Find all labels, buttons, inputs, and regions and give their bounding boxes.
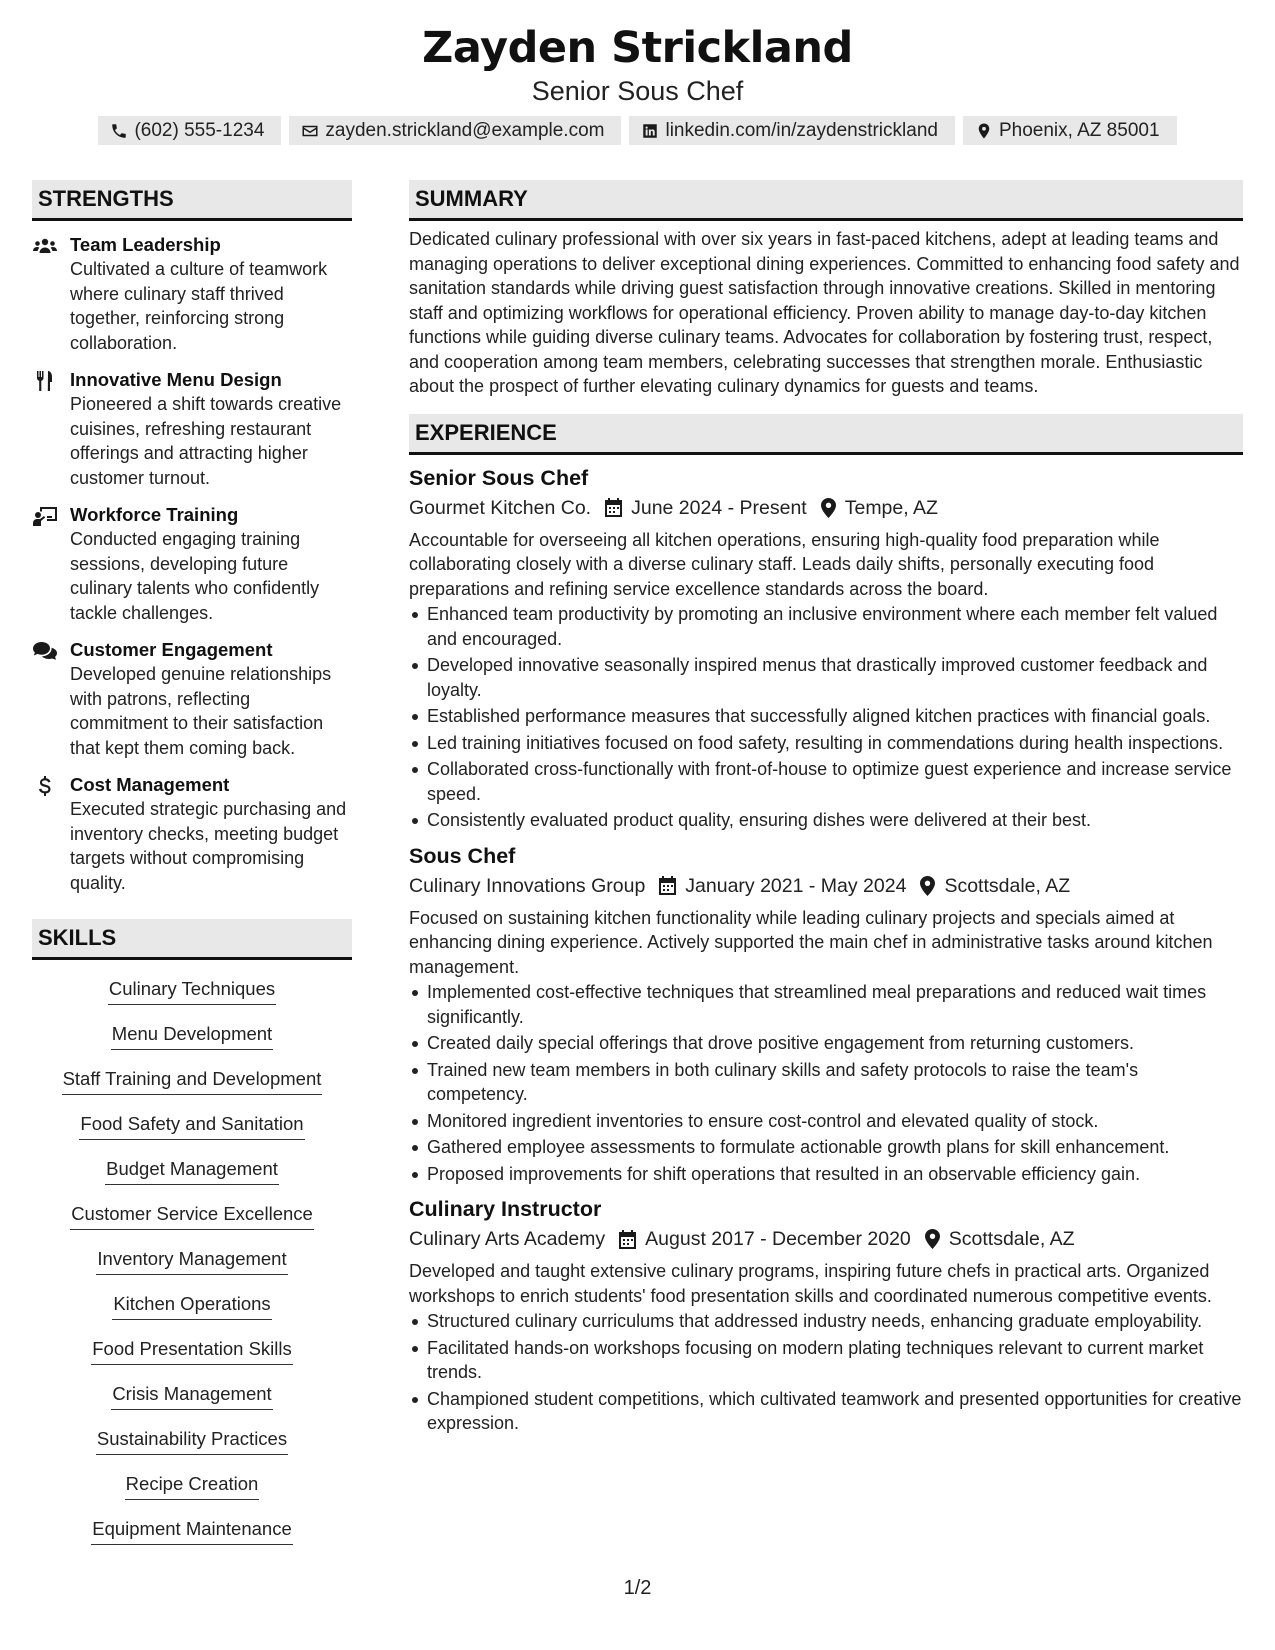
- bullet-item: Developed innovative seasonally inspired menus that drastically improved customer feedback and loyalty.: [409, 653, 1243, 702]
- job-description: Focused on sustaining kitchen functionality while leading culinary projects and specials aimed at enhancing dining experience. Actively supported the main chef in administrative tasks around kitchen management.: [409, 907, 1213, 977]
- bullet-item: Structured culinary curriculums that addressed industry needs, enhancing graduate employability.: [409, 1309, 1243, 1334]
- left-column: [32, 180, 352, 1562]
- skill-item: [32, 1157, 352, 1187]
- phone-icon: [110, 122, 128, 140]
- job-company: Culinary Innovations Group: [409, 874, 646, 897]
- job-dates: August 2017 - December 2020: [645, 1228, 911, 1250]
- skill-label: Staff Training and Development: [62, 1067, 323, 1095]
- right-column: [409, 180, 1243, 1438]
- skill-item: [32, 1472, 352, 1502]
- strengths-list: [32, 233, 352, 895]
- job-company: Culinary Arts Academy: [409, 1228, 606, 1250]
- job-company: Gourmet Kitchen Co.: [409, 496, 592, 519]
- contact-location-text: Phoenix, AZ 85001: [998, 120, 1160, 141]
- strengths-heading: STRENGTHS: [32, 180, 352, 221]
- resume-header: [0, 22, 1275, 145]
- strength-item: [32, 773, 352, 895]
- strength-item: [32, 368, 352, 490]
- skill-item: [32, 1067, 352, 1097]
- strength-item: [32, 638, 352, 760]
- job-location: Scottsdale, AZ: [944, 874, 1071, 897]
- summary-heading: SUMMARY: [409, 180, 1243, 221]
- strength-desc: Executed strategic purchasing and inventory checks, meeting budget targets without compromising quality.: [70, 799, 347, 893]
- skill-item: [32, 1112, 352, 1142]
- contact-email[interactable]: [289, 116, 621, 145]
- job-meta: [409, 1225, 1243, 1253]
- job-title: Sous Chef: [409, 843, 516, 868]
- map-pin-icon: [920, 876, 935, 896]
- linkedin-icon: [641, 122, 659, 140]
- skill-label: Menu Development: [111, 1022, 273, 1050]
- skill-label: Customer Service Excellence: [70, 1202, 314, 1230]
- skill-label: Sustainability Practices: [96, 1427, 288, 1455]
- strength-desc: Developed genuine relationships with patrons, reflecting commitment to their satisfaction that kept them coming back.: [70, 664, 332, 758]
- users-icon: [32, 236, 58, 256]
- bullet-item: Implemented cost-effective techniques that streamlined meal preparations and reduced wait times significantly.: [409, 980, 1243, 1029]
- skill-item: [32, 1247, 352, 1277]
- strength-item: [32, 233, 352, 355]
- skill-label: Food Safety and Sanitation: [79, 1112, 304, 1140]
- skill-item: [32, 1517, 352, 1547]
- bullet-item: Created daily special offerings that drove positive engagement from returning customers.: [409, 1031, 1243, 1056]
- contact-bar: [0, 116, 1275, 145]
- strength-desc: Conducted engaging training sessions, developing future culinary talents who confidently tackle challenges.: [70, 529, 320, 623]
- skill-label: Budget Management: [105, 1157, 279, 1185]
- dollar-icon: [32, 776, 58, 796]
- job-description: Developed and taught extensive culinary programs, inspiring future chefs in practical arts. Organized workshops to enrich students' food presentation skills and coordinated numerous competitive events.: [409, 1261, 1212, 1306]
- bullet-item: Trained new team members in both culinary skills and safety protocols to raise the team's competency.: [409, 1058, 1243, 1107]
- contact-linkedin-text: linkedin.com/in/zaydenstrickland: [665, 120, 938, 141]
- skill-label: Inventory Management: [96, 1247, 287, 1275]
- experience-heading: EXPERIENCE: [409, 414, 1243, 455]
- map-pin-icon: [975, 122, 993, 140]
- calendar-icon: [605, 498, 622, 517]
- job-description: Accountable for overseeing all kitchen operations, ensuring high-quality food preparation while collaborating closely with a diverse culinary staff. Leads daily shifts, personally executing food preparations and refining service excellence standards across the board.: [409, 529, 1160, 599]
- bullet-item: Collaborated cross-functionally with front-of-house to optimize guest experience and increase service speed.: [409, 757, 1243, 806]
- skill-item: [32, 1337, 352, 1367]
- job-meta: [409, 872, 1243, 900]
- contact-phone-text: (602) 555-1234: [134, 120, 265, 141]
- job-location: Scottsdale, AZ: [948, 1228, 1075, 1250]
- skills-list: [32, 977, 352, 1547]
- job-title: Culinary Instructor: [409, 1197, 602, 1221]
- skill-item: [32, 1382, 352, 1412]
- bullet-item: Monitored ingredient inventories to ensure cost-control and elevated quality of stock.: [409, 1109, 1243, 1134]
- skill-item: [32, 1202, 352, 1232]
- job-entry: [409, 464, 1243, 833]
- job-dates: June 2024 - Present: [631, 496, 807, 519]
- job-dates: January 2021 - May 2024: [685, 874, 907, 897]
- strength-name: Innovative Menu Design: [70, 369, 282, 390]
- skills-heading: SKILLS: [32, 919, 352, 960]
- skill-label: Equipment Maintenance: [91, 1517, 293, 1545]
- bullet-item: Gathered employee assessments to formulate actionable growth plans for skill enhancement.: [409, 1135, 1243, 1160]
- strength-desc: Cultivated a culture of teamwork where culinary staff thrived together, reinforcing strong collaboration.: [70, 259, 328, 353]
- comments-icon: [32, 641, 58, 661]
- summary-text: Dedicated culinary professional with over six years in fast-paced kitchens, adept at leading teams and managing operations to deliver exceptional dining experiences. Committed to enhancing food safety and sanitation standards while driving guest satisfaction through innovative creations. Skilled in mentoring staff and optimizing workflows for operational efficiency. Proven ability to manage day-to-day kitchen functions while guiding diverse culinary teams. Advocates for collaboration by fostering trust, respect, and cooperation among team members, celebrating successes that strengthen morale. Enthusiastic about the prospect of further elevating culinary dynamics for guests and teams.: [409, 229, 1240, 396]
- strength-name: Cost Management: [70, 774, 230, 795]
- bullet-item: Consistently evaluated product quality, ensuring dishes were delivered at their best.: [409, 808, 1243, 833]
- job-meta: [409, 494, 1243, 522]
- job-title: Senior Sous Chef: [409, 465, 589, 490]
- bullet-item: Enhanced team productivity by promoting an inclusive environment where each member felt valued and encouraged.: [409, 602, 1243, 651]
- skill-item: [32, 1292, 352, 1322]
- bullet-item: Established performance measures that successfully aligned kitchen practices with financial goals.: [409, 704, 1243, 729]
- calendar-icon: [659, 876, 676, 895]
- skill-label: Kitchen Operations: [112, 1292, 271, 1320]
- skill-label: Crisis Management: [111, 1382, 272, 1410]
- contact-location: [963, 116, 1177, 145]
- bullet-item: Led training initiatives focused on food safety, resulting in commendations during health inspections.: [409, 731, 1243, 756]
- candidate-name: Zayden Strickland: [422, 23, 853, 73]
- contact-phone[interactable]: [98, 116, 281, 145]
- job-location: Tempe, AZ: [844, 496, 938, 519]
- page-number: 1/2: [623, 1577, 652, 1599]
- chalkboard-teacher-icon: [32, 506, 58, 526]
- skill-label: Recipe Creation: [125, 1472, 260, 1500]
- envelope-icon: [301, 122, 319, 140]
- utensils-icon: [32, 371, 58, 391]
- strength-name: Team Leadership: [70, 234, 221, 255]
- calendar-icon: [619, 1230, 636, 1249]
- strength-desc: Pioneered a shift towards creative cuisines, refreshing restaurant offerings and attracting higher customer turnout.: [70, 394, 342, 488]
- skill-label: Food Presentation Skills: [91, 1337, 293, 1365]
- map-pin-icon: [925, 1229, 940, 1249]
- skill-item: [32, 977, 352, 1007]
- bullet-item: Proposed improvements for shift operations that resulted in an observable efficiency gain.: [409, 1162, 1243, 1187]
- contact-linkedin[interactable]: [629, 116, 954, 145]
- job-entry: [409, 842, 1243, 1187]
- job-bullets: [409, 1309, 1243, 1436]
- contact-email-text: zayden.strickland@example.com: [325, 120, 605, 141]
- skill-item: [32, 1427, 352, 1457]
- skill-label: Culinary Techniques: [108, 977, 276, 1005]
- strength-item: [32, 503, 352, 625]
- strength-name: Customer Engagement: [70, 639, 273, 660]
- strength-name: Workforce Training: [70, 504, 239, 525]
- job-bullets: [409, 980, 1243, 1186]
- bullet-item: Facilitated hands-on workshops focusing on modern plating techniques relevant to current market trends.: [409, 1336, 1243, 1385]
- candidate-title: Senior Sous Chef: [531, 76, 744, 106]
- job-bullets: [409, 602, 1243, 833]
- skill-item: [32, 1022, 352, 1052]
- job-entry: [409, 1195, 1243, 1436]
- map-pin-icon: [821, 498, 836, 518]
- bullet-item: Championed student competitions, which cultivated teamwork and presented opportunities for creative expression.: [409, 1387, 1243, 1436]
